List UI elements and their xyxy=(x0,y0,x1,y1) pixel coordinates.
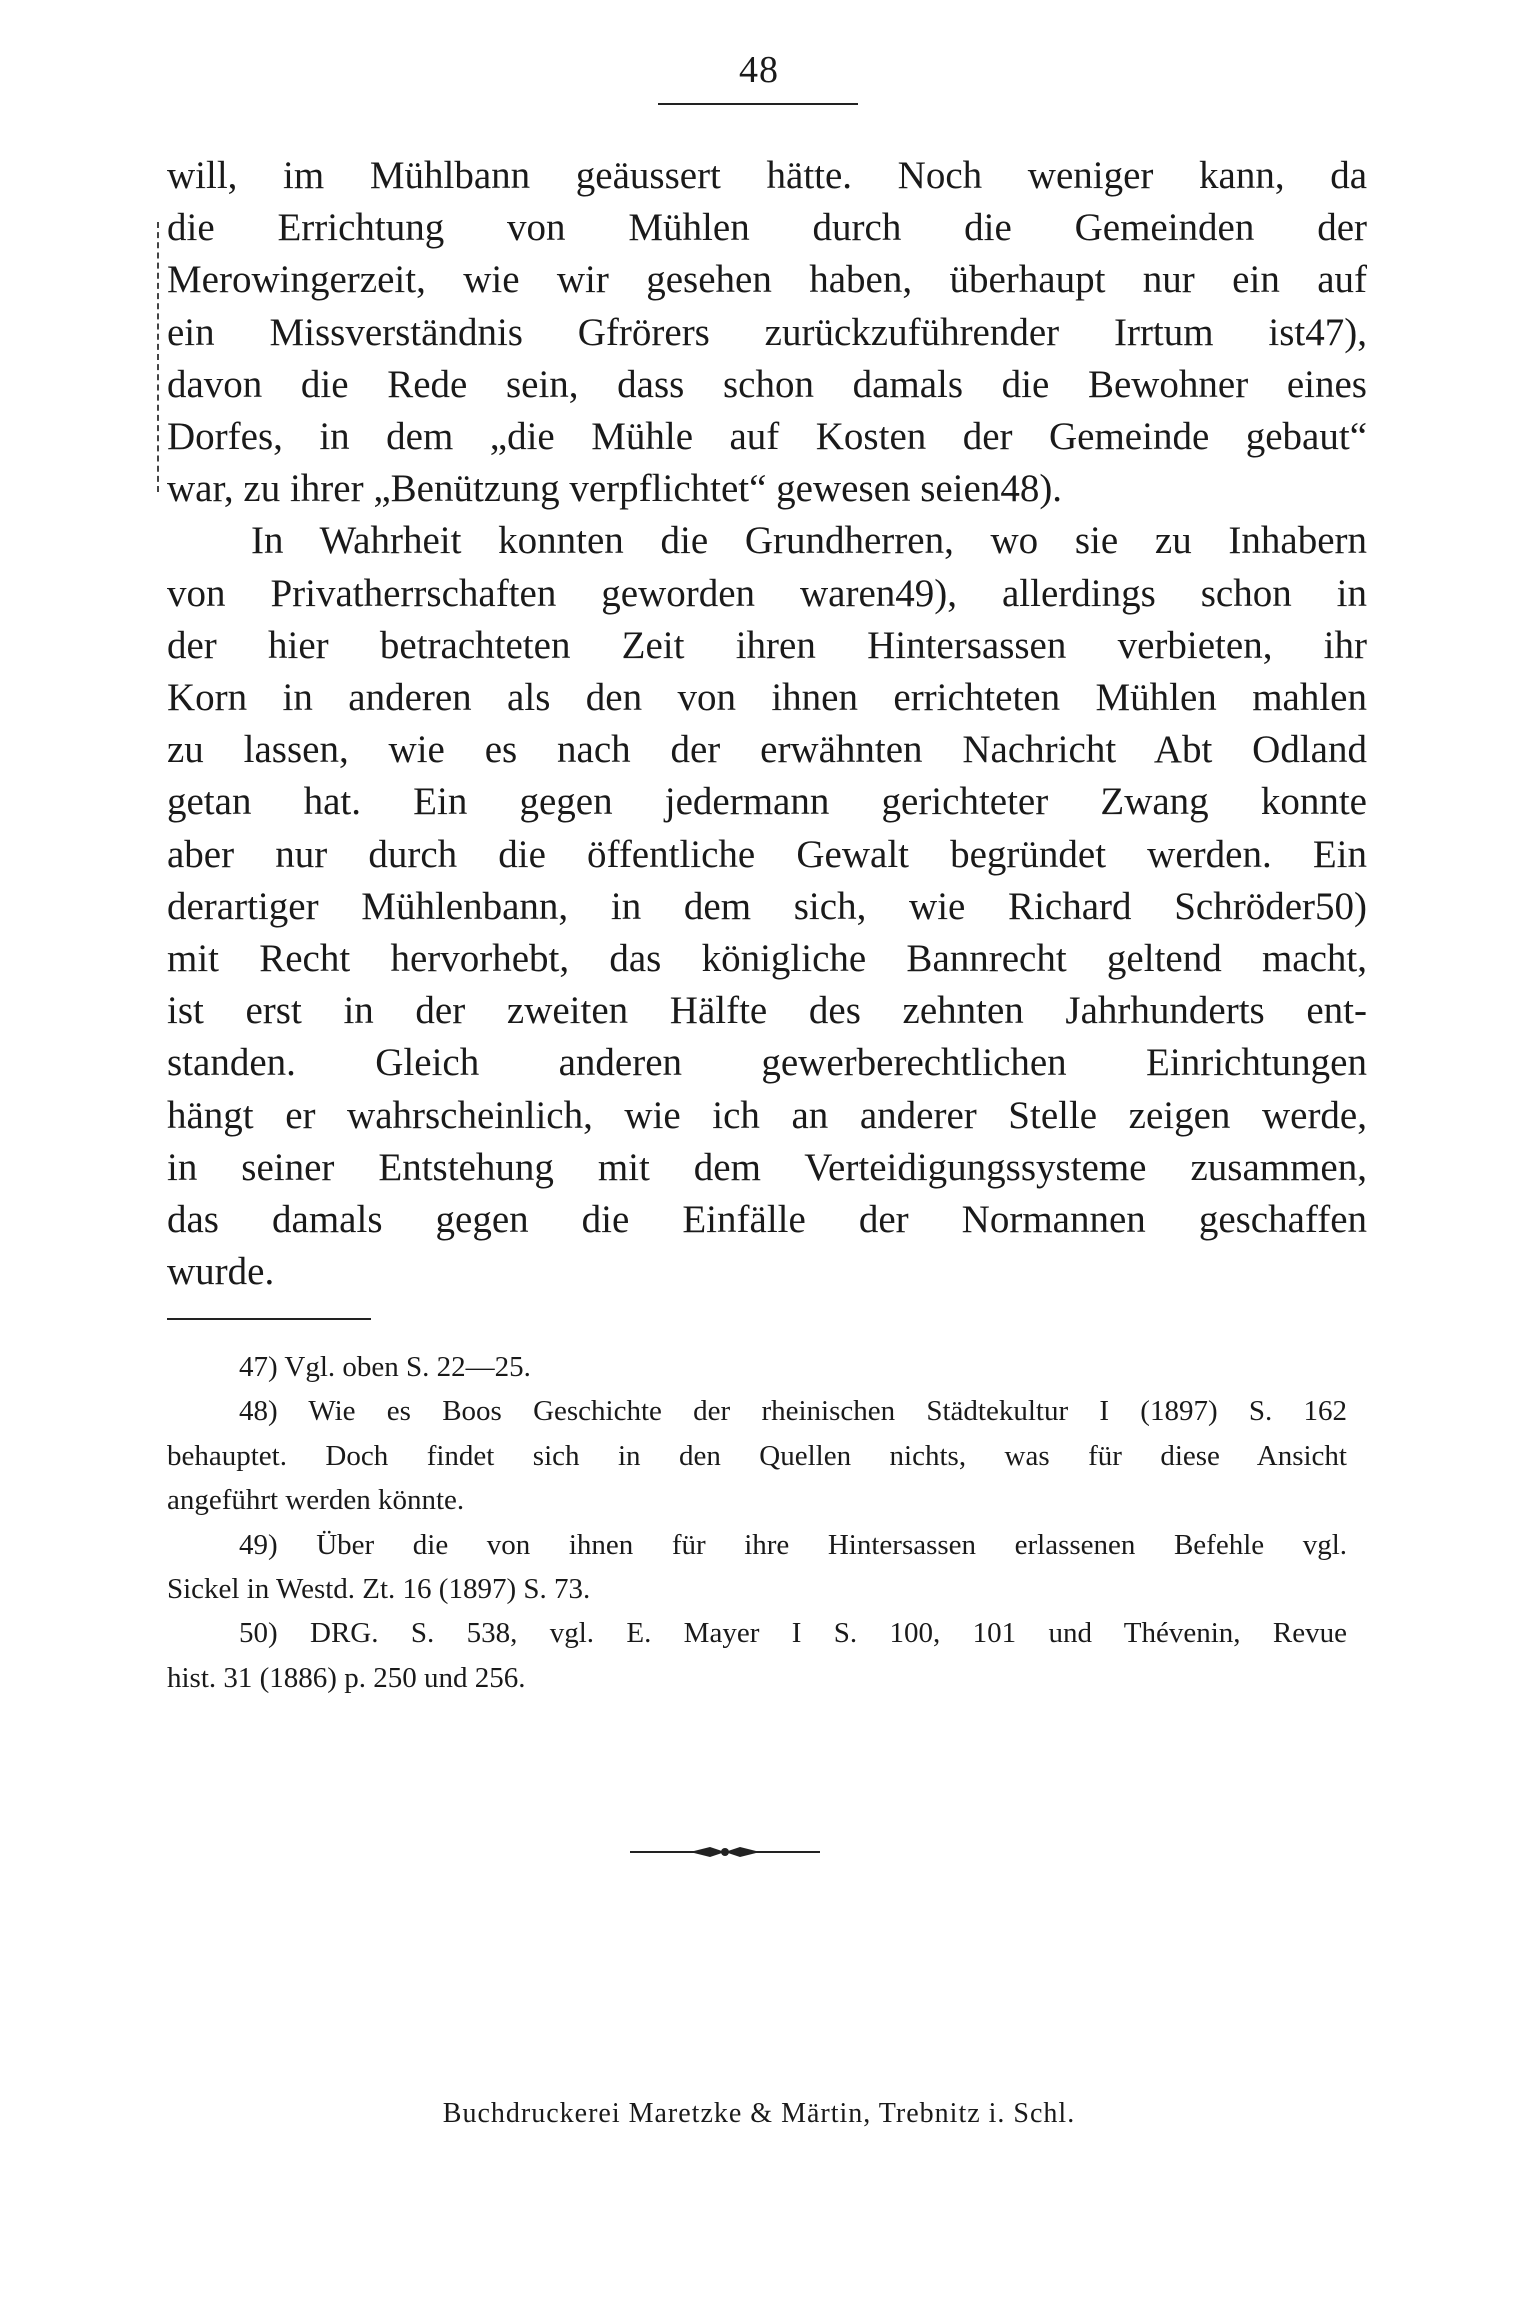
body-line: die Errichtung von Mühlen durch die Gemeinden der xyxy=(167,206,1367,250)
footnote-line: 47) Vgl. oben S. 22—25. xyxy=(239,1351,531,1383)
body-line: ist erst in der zweiten Hälfte des zehnten Jahrhunderts ent- xyxy=(167,989,1367,1033)
footnote-line: 48) Wie es Boos Geschichte der rheinischen Städtekultur I (1897) S. 162 xyxy=(239,1395,1347,1428)
body-line: mit Recht hervorhebt, das königliche Bannrecht geltend macht, xyxy=(167,937,1367,981)
body-line: aber nur durch die öffentliche Gewalt begründet werden. Ein xyxy=(167,832,1367,876)
body-line: will, im Mühlbann geäussert hätte. Noch weniger kann, da xyxy=(167,154,1367,197)
margin-mark xyxy=(157,222,161,492)
body-line: Dorfes, in dem „die Mühle auf Kosten der Gemeinde gebaut“ xyxy=(167,415,1367,459)
body-line: getan hat. Ein gegen jedermann gerichteter Zwang konnte xyxy=(167,780,1367,824)
footnote-rule xyxy=(167,1318,371,1320)
footnote-line: 49) Über die von ihnen für ihre Hintersassen erlassenen Befehle vgl. xyxy=(239,1528,1347,1561)
body-line: das damals gegen die Einfälle der Normannen geschaffen xyxy=(167,1198,1367,1242)
footnote-line: behauptet. Doch findet sich in den Quellen nichts, was für diese Ansicht xyxy=(167,1439,1347,1472)
body-line: davon die Rede sein, dass schon damals die Bewohner eines xyxy=(167,362,1367,406)
body-line: derartiger Mühlenbann, in dem sich, wie Richard Schröder50) xyxy=(167,884,1367,928)
body-line: in seiner Entstehung mit dem Verteidigungssysteme zusammen, xyxy=(167,1145,1367,1189)
page-number: 48 xyxy=(739,49,779,91)
footnote-line: hist. 31 (1886) p. 250 und 256. xyxy=(167,1661,526,1694)
body-line: Korn in anderen als den von ihnen errichteten Mühlen mahlen xyxy=(167,676,1367,720)
body-line: zu lassen, wie es nach der erwähnten Nachricht Abt Odland xyxy=(167,728,1367,772)
printer-imprint: Buchdruckerei Maretzke & Märtin, Trebnitz i. Schl. xyxy=(442,2098,1076,2129)
body-line: wurde. xyxy=(167,1250,275,1294)
body-line: Merowingerzeit, wie wir gesehen haben, überhaupt nur ein auf xyxy=(167,258,1367,302)
body-line: In Wahrheit konnten die Grundherren, wo sie zu Inhabern xyxy=(251,519,1367,563)
ornament-divider xyxy=(630,1840,820,1864)
body-line: war, zu ihrer „Benützung verpflichtet“ gewesen seien48). xyxy=(167,467,1063,511)
body-line: hängt er wahrscheinlich, wie ich an anderer Stelle zeigen werde, xyxy=(167,1093,1367,1137)
body-text xyxy=(167,150,1367,1298)
body-line: der hier betrachteten Zeit ihren Hintersassen verbieten, ihr xyxy=(167,623,1367,667)
body-line: standen. Gleich anderen gewerberechtlichen Einrichtungen xyxy=(167,1041,1367,1085)
footnote-line: 50) DRG. S. 538, vgl. E. Mayer I S. 100, 101 und Thévenin, Revue xyxy=(239,1617,1347,1650)
footnote-line: angeführt werden könnte. xyxy=(167,1484,465,1517)
page-number-rule xyxy=(658,103,858,105)
footnotes xyxy=(167,1345,1347,1700)
body-line: von Privatherrschaften geworden waren49), allerdings schon in xyxy=(167,571,1367,615)
body-line: ein Missverständnis Gfrörers zurückzuführender Irrtum ist47), xyxy=(167,310,1367,354)
footnote-line: Sickel in Westd. Zt. 16 (1897) S. 73. xyxy=(167,1573,591,1606)
